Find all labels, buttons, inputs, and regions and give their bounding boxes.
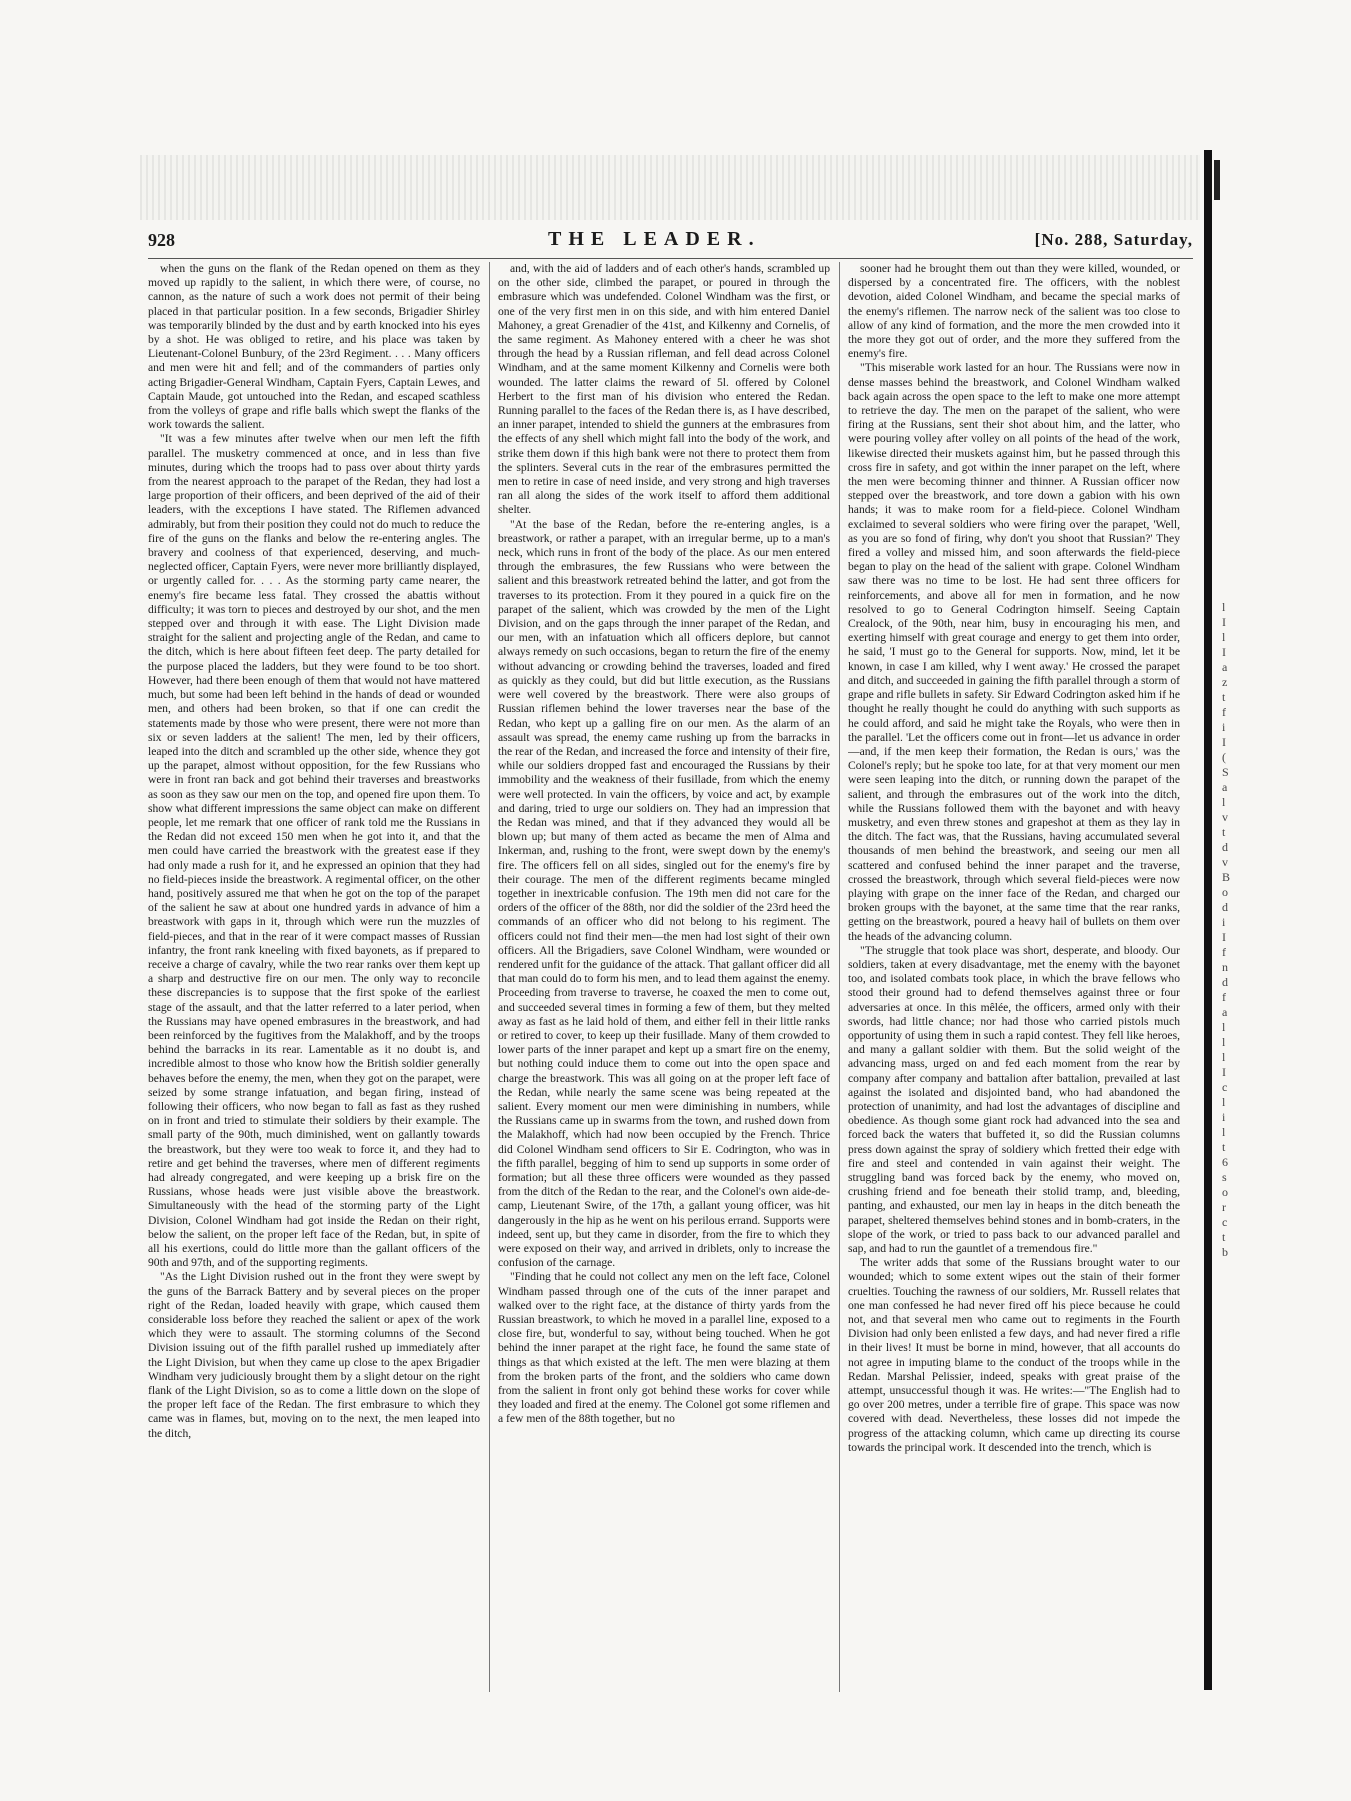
margin-letter: a (1222, 780, 1228, 794)
margin-letter: I (1222, 615, 1226, 629)
margin-letter: o (1222, 885, 1228, 899)
paragraph: "At the base of the Redan, before the re-entering angles, is a breastwork, or rather a parapet, with an irregular berme, up to a man's neck, which runs in front of the body of the place. As our men entered through the embrasures, the few Russians who were between the salient and this breastwork retreated behind the latter, and got from the traverses to its protection. From it they poured in a quick fire on the parapet of the salient, which was crowded by the men of the Light Division, and on the gaps through the inner parapet of the Redan, and our men, with an infatuation which all officers deplore, but cannot always remedy on such occasions, began to return the fire of the enemy without advancing or crowding behind the traverses, loaded and fired as quickly as they could, but did but little execution, as the Russians were well covered by the breastwork. There were also groups of Russian riflemen behind the lower traverses near the base of the Redan, who kept up a galling fire on our men. As the alarm of an assault was spread, the enemy came rushing up from the barracks in the rear of the Redan, and increased the force and intensity of their fire, while our soldiers dropped fast and encouraged the Russians by their immobility and the weakness of their fusillade, from which the enemy were well protected. In vain the officers, by voice and act, by example and daring, tried to urge our soldiers on. They had an impression that the Redan was mined, and that if they advanced they would all be blown up; but many of them acted as became the men of Alma and Inkerman, and, rushing to the front, were swept down by the enemy's fire. The officers fell on all sides, singled out for the enemy's fire by their courage. The men of the different regiments became mingled together in inextricable confusion. The 19th men did not care for the orders of the officer of the 88th, nor did the soldier of the 23rd heed the commands of an officer who did not belong to his regiment. The officers could not find their men—the men had lost sight of their own officers. All the Brigadiers, save Colonel Windham, were wounded or rendered unfit for the guidance of the attack. That gallant officer did all that man could do to form his men, and to lead them against the enemy. Proceeding from traverse to traverse, he coaxed the men to come out, and succeeded several times in forming a few of them, but they melted away as fast as he laid hold of them, and either fell in their little ranks or retired to cover, to keep up their fusillade. Many of them crowded to lower parts of the inner parapet and kept up a smart fire on the enemy, but nothing could induce them to come out into the open space and charge the breastwork. This was all going on at the proper left face of the Redan, while nearly the same scene was being repeated at the salient. Every moment our men were diminishing in numbers, while the Russians came up in swarms from the town, and rushed down from the Malakhoff, which had now been occupied by the French. Thrice did Colonel Windham send officers to Sir E. Codrington, who was in the fifth parallel, begging of him to send up supports in some order of formation; but all these three officers were wounded as they passed from the ditch of the Redan to the rear, and the Colonel's own aide-de-camp, Lieutenant Swire, of the 17th, a gallant young officer, was hit dangerously in the hip as he went on his perilous errand. Supports were indeed, sent up, but they came in disorder, from the fire to which they were exposed on their way, and arrived in driblets, only to increase the confusion of the carnage. (498, 517, 830, 1270)
margin-letter: I (1222, 735, 1226, 749)
paragraph: "The struggle that took place was short, desperate, and bloody. Our soldiers, taken at every disadvantage, met the enemy with the bayonet too, and isolated combats took place, in which the brave fellows who stood their ground had to defend themselves against three or four adversaries at once. In this mêlée, the officers, armed only with their swords, had little chance; nor had those who carried pistols much opportunity of using them in such a rapid contest. They fell like heroes, and many a gallant soldier with them. But the solid weight of the advancing mass, urged on and fed each moment from the rear by company after company and battalion after battalion, prevailed at last against the isolated and disjointed band, who had abandoned the protection of unanimity, and had lost the advantages of discipline and obedience. As though some giant rock had advanced into the sea and forced back the waters that buffeted it, so did the Russian columns press down against the spray of soldiery which fretted their edge with fire and steel and contended in vain against their weight. The struggling band was forced back by the enemy, who moved on, crushing friend and foe beneath their stolid tramp, and, bleeding, panting, and exhausted, our men lay in heaps in the ditch beneath the parapet, sheltered themselves behind stones and in bomb-craters, in the slope of the work, or tried to pass back to our advanced parallel and sap, and had to run the gauntlet of a tremendous fire." (848, 943, 1180, 1256)
column-3 (848, 262, 1180, 1692)
paragraph: when the guns on the flank of the Redan opened on them as they moved up rapidly to the salient, in which there were, of course, no cannon, as the nature of such a work does not permit of their being placed in that particular position. In a few seconds, Brigadier Shirley was temporarily blinded by the dust and by earth knocked into his eyes by a shot. He was obliged to retire, and his place was taken by Lieutenant-Colonel Bunbury, of the 23rd Regiment. . . . Many officers and men were hit and fell; and of the commanders of parties only acting Brigadier-General Windham, Captain Fyers, Captain Lewes, and Captain Maude, got untouched into the Redan, and escaped scathless from the volleys of grape and rifle balls which swept the flanks of the work towards the salient. (148, 262, 480, 432)
margin-letter: a (1222, 1005, 1228, 1019)
margin-letter: c (1222, 1215, 1228, 1229)
margin-letter: l (1222, 630, 1226, 644)
paragraph: "Finding that he could not collect any men on the left face, Colonel Windham passed through one of the cuts of the inner parapet and walked over to the right face, at the distance of thirty yards from the Russian breastwork, to which he moved in a parallel line, exposed to a close fire, but, wonderful to say, without being touched. When he got behind the inner parapet at the right face, he found the same state of things as that which existed at the left. The men were blazing at them from the broken parts of the front, and the soldiers who came down from the salient in front only got behind these works for cover while they loaded and fired at the enemy. The Colonel got some riflemen and a few men of the 88th together, but no (498, 1270, 830, 1426)
scan-artifact-band (140, 155, 1200, 220)
margin-letter: i (1222, 915, 1226, 929)
margin-letter: l (1222, 1095, 1226, 1109)
margin-letter: z (1222, 675, 1228, 689)
column-2 (498, 262, 830, 1692)
margin-letter: l (1222, 1020, 1226, 1034)
margin-letter: i (1222, 720, 1226, 734)
page-header (148, 228, 1193, 259)
margin-letter: f (1222, 945, 1226, 959)
margin-letter: c (1222, 1080, 1228, 1094)
margin-letter: f (1222, 990, 1226, 1004)
margin-letter: d (1222, 900, 1228, 914)
paragraph: and, with the aid of ladders and of each other's hands, scrambled up on the other side, climbed the parapet, or poured in through the embrasure which was undefended. Colonel Windham was the first, or one of the very first men in on this side, and with him entered Daniel Mahoney, a great Grenadier of the 41st, and Kilkenny and Cornelis, of the same regiment. As Mahoney entered with a cheer he was shot through the head by a Russian rifleman, and fell dead across Colonel Windham, and at the same moment Kilkenny and Cornelis were both wounded. The latter claims the reward of 5l. offered by Colonel Herbert to the first man of his division who entered the Redan. Running parallel to the faces of the Redan there is, as I have described, an inner parapet, intended to shield the gunners at the embrasures from the effects of any shell which might fall into the body of the work, and strike them down if this high bank were not there to protect them from the splinters. Several cuts in the rear of the embrasures permitted the men to retire in case of need inside, and very strong and high traverses ran all along the sides of the work itself to afford them additional shelter. (498, 262, 830, 517)
margin-letter: s (1222, 1170, 1227, 1184)
column-1 (148, 262, 480, 1692)
margin-letter: 6 (1222, 1155, 1228, 1169)
margin-letter: I (1222, 930, 1226, 944)
margin-letter: I (1222, 645, 1226, 659)
margin-letter: v (1222, 855, 1228, 869)
margin-letter: l (1222, 795, 1226, 809)
paragraph: sooner had he brought them out than they were killed, wounded, or dispersed by a concentrated fire. The officers, with the noblest devotion, aided Colonel Windham, and became the special marks of the enemy's riflemen. The narrow neck of the salient was too close to allow of any kind of formation, and the more the men crowded into it the more they got out of order, and the more they suffered from the enemy's fire. (848, 262, 1180, 361)
margin-letter: l (1222, 1125, 1226, 1139)
margin-letter: I (1222, 1065, 1226, 1079)
margin-letter: t (1222, 1140, 1226, 1154)
page-number: 928 (148, 230, 175, 250)
margin-letter: i (1222, 1110, 1226, 1124)
paragraph: "It was a few minutes after twelve when our men left the fifth parallel. The musketry commenced at once, and in less than five minutes, during which the troops had to pass over about thirty yards from the nearest approach to the parapet of the Redan, they had lost a large proportion of their officers, and been deprived of the aid of their leaders, with the exceptions I have stated. The Riflemen advanced admirably, but from their position they could not do much to reduce the fire of the guns on the flanks and below the re-entering angles. The bravery and coolness of that experienced, deserving, and much-neglected officer, Captain Fyers, were never more brilliantly displayed, or urgently called for. . . . As the storming party came nearer, the enemy's fire became less fatal. They crossed the abattis without difficulty; it was torn to pieces and destroyed by our shot, and the men stepped over and through it with ease. The Light Division made straight for the salient and projecting angle of the Redan, and came to the ditch, which is here about fifteen feet deep. The party detailed for the purpose placed the ladders, but they were found to be too short. However, had there been enough of them that would not have mattered much, but some had been left behind in the hands of dead or wounded men, and others had been broken, so that if one can credit the statements made by those who were present, there were not more than six or seven ladders at the salient! The men, led by their officers, leaped into the ditch and scrambled up the other side, whence they got up the parapet, almost without opposition, for the few Russians who were in front ran back and got behind their traverses and breastworks as soon as they saw our men on the top, and opened fire upon them. To show what different impressions the same object can make on different people, let me remark that one officer of rank told me the Russians in the Redan did not exceed 150 men when he got into it, and that the men could have carried the breastwork with the greatest ease if they had only made a rush for it, and he expressed an opinion that they had no field-pieces inside the breastwork. A regimental officer, on the other hand, positively assured me that when he got on the top of the parapet of the salient he saw at about one hundred yards in advance of him a breastwork with gaps in it, through which were run the muzzles of field-pieces, and that in the rear of it were compact masses of Russian infantry, the front rank kneeling with fixed bayonets, as if prepared to receive a charge of cavalry, while the two rear ranks over them kept up a sharp and destructive fire on our men. The only way to reconcile these discrepancies is to suppose that the first spoke of the earliest stage of the assault, and that the latter referred to a later period, when the Russians may have opened embrasures in the breastwork, and had been reinforced by the fugitives from the Malakhoff, and by the troops behind the barracks in its rear. Lamentable as it no doubt is, and incredible almost to those who know how the British soldier generally behaves before the enemy, the men, when they got on the parapet, were seized by some strange infatuation, and began firing, instead of following their officers, who now began to fall as fast as they rushed on in front and tried to stimulate their soldiers by their example. The small party of the 90th, much diminished, went on gallantly towards the breastwork, but they were too weak to force it, and they had to retire and get behind the traverses, where men of different regiments had already congregated, and were keeping up a brisk fire on the Russians, whose heads were just visible above the breastwork. Simultaneously with the head of the storming party of the Light Division, Colonel Windham had got inside the Redan on their right, below the salient, on the proper left face of the Redan, but, in spite of all his exertions, could do little more than the gallant officers of the 90th and 97th, and of the supporting regiments. (148, 432, 480, 1270)
margin-letter: B (1222, 870, 1231, 884)
margin-letter: f (1222, 705, 1226, 719)
issue-info: [No. 288, Saturday, (1034, 230, 1193, 249)
margin-letter: l (1222, 600, 1226, 614)
margin-letter: l (1222, 1050, 1226, 1064)
paragraph: "This miserable work lasted for an hour. The Russians were now in dense masses behind the breastwork, and Colonel Windham walked back again across the open space to the left to make one more attempt to retrieve the day. The men on the parapet of the salient, who were firing at the Russians, sent their shot about him, and the latter, who were pouring volley after volley on all points of the head of the work, likewise directed their muskets against him, but he passed through this cross fire in safety, and got within the inner parapet on the left, where the men were becoming thinner and thinner. A Russian officer now stepped over the breastwork, and tore down a gabion with his own hands; it was to make room for a field-piece. Colonel Windham exclaimed to several soldiers who were firing over the parapet, 'Well, as you are so fond of firing, why don't you shoot that Russian?' They fired a volley and missed him, and soon afterwards the field-piece began to play on the head of the salient with grape. Colonel Windham saw there was no time to be lost. He had sent three officers for reinforcements, and above all for men in formation, and he now resolved to go to General Codrington himself. Seeing Captain Crealock, of the 90th, near him, busy in encouraging his men, and exerting himself with great courage and energy to get them into order, he said, 'I must go to the General for supports. Now, mind, let it be known, in case I am killed, why I went away.' He crossed the parapet and ditch, and succeeded in gaining the fifth parallel through a storm of grape and rifle bullets in safety. Sir Edward Codrington asked him if he thought he really thought he could do anything with such supports as he could afford, and said he might take the Royals, who were then in the parallel. 'Let the officers come out in front—let us advance in order—and, if the men keep their formation, the Redan is ours,' was the Colonel's reply; but he spoke too late, for at that very moment our men were seen leaping into the ditch, or running down the parapet of the salient, and through the embrasures out of the work into the ditch, while the Russians followed them with the bayonet and with heavy musketry, and even threw stones and grapeshot at them as they lay in the ditch. The fact was, that the Russians, having accumulated several thousands of men behind the breastwork, and seeing our men all scattered and confused behind the inner parapet and the traverse, crossed the breastwork, through which several field-pieces were now playing with grape on the inner face of the Redan, and charged our broken groups with the bayonet, at the same time that the rear ranks, getting on the breastwork, poured a heavy hail of bullets on them over the heads of the advancing column. (848, 361, 1180, 943)
margin-letter: v (1222, 810, 1228, 824)
margin-letter: S (1222, 765, 1229, 779)
margin-letter: a (1222, 660, 1228, 674)
masthead-title: THE LEADER. (548, 228, 761, 250)
margin-letter: b (1222, 1245, 1228, 1259)
column-divider (489, 262, 490, 1692)
paragraph: "As the Light Division rushed out in the front they were swept by the guns of the Barrack Battery and by several pieces on the proper right of the Redan, loaded heavily with grape, which caused them considerable loss before they reached the salient or apex of the work which they were to assault. The storming columns of the Second Division issuing out of the fifth parallel rushed up immediately after the Light Division, but when they came up close to the apex Brigadier Windham very judiciously brought them by a slight detour on the right flank of the Light Division, so as to come a little down on the slope of the proper left face of the Redan. The first embrasure to which they came was in flames, but, moving on to the next, the men leaped into the ditch, (148, 1270, 480, 1440)
margin-letter: o (1222, 1185, 1228, 1199)
margin-letter: r (1222, 1200, 1226, 1214)
page-edge-mark (1214, 160, 1220, 200)
margin-letter: t (1222, 825, 1226, 839)
article-columns (148, 262, 1198, 1692)
margin-letter: d (1222, 975, 1228, 989)
margin-letter: d (1222, 840, 1228, 854)
margin-letter: t (1222, 1230, 1226, 1244)
margin-letter: t (1222, 690, 1226, 704)
margin-letter: ( (1222, 750, 1226, 764)
page-edge-bar (1204, 150, 1212, 1690)
margin-letter: l (1222, 1035, 1226, 1049)
bleedthrough-margin (1222, 600, 1242, 1260)
margin-letter: n (1222, 960, 1228, 974)
column-divider (839, 262, 840, 1692)
paragraph: The writer adds that some of the Russians brought water to our wounded; which to some extent wipes out the stain of their former cruelties. Touching the rawness of our soldiers, Mr. Russell relates that one man confessed he had never fired off his piece because he could not, and that several men who came out to regiments in the Fourth Division had only been enlisted a few days, and had never fired a rifle in their lives! It must be borne in mind, however, that all accounts do not agree in imputing blame to the conduct of the troops while in the Redan. Marshal Pelissier, indeed, speaks with great praise of the attempt, unsuccessful though it was. He writes:—"The English had to go over 200 metres, under a terrible fire of grape. This space was now covered with dead. Nevertheless, these losses did not impede the progress of the attacking column, which came up directing its course towards the principal work. It descended into the trench, which is (848, 1256, 1180, 1454)
